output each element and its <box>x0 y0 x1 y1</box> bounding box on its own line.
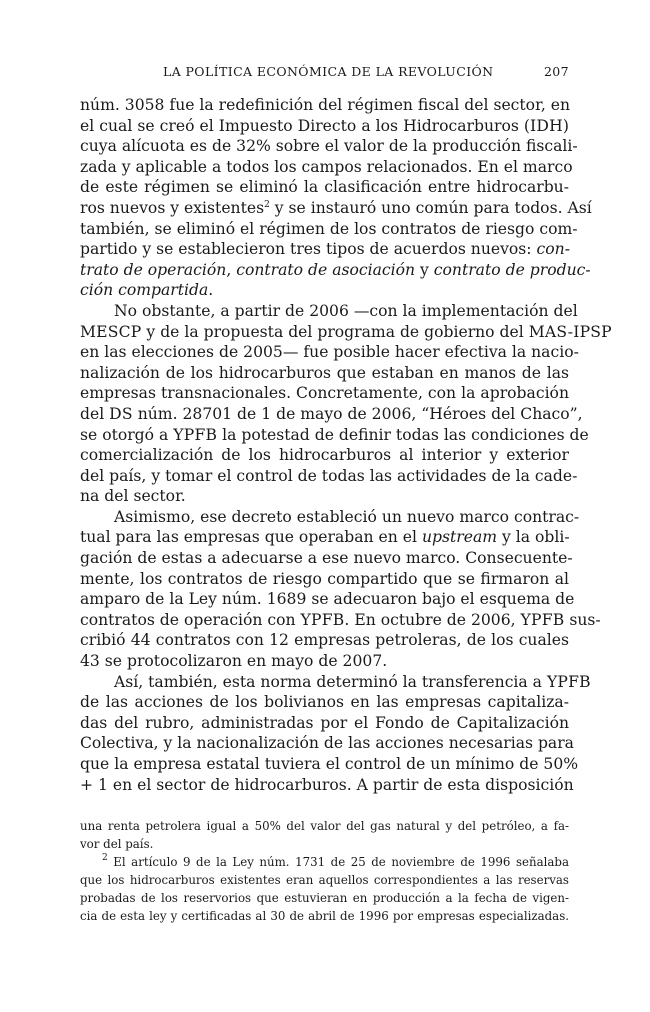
body-line: partido y se establecieron tres tipos de acuerdos nuevos: con- <box>80 240 570 259</box>
body-line: también, se eliminó el régimen de los contratos de riesgo com- <box>80 219 578 238</box>
footnote-line: cia de esta ley y certificadas al 30 de abril de 1996 por empresas especializadas. <box>80 909 569 923</box>
footnote-number: 2 <box>102 853 108 863</box>
body-line: das del rubro, administradas por el Fondo de Capitalización <box>80 713 569 732</box>
body-line: cribió 44 contratos con 12 empresas petroleras, de los cuales <box>80 631 569 650</box>
body-line: que la empresa estatal tuviera el control de un mínimo de 50% <box>80 755 579 773</box>
footnotes <box>80 817 569 925</box>
footnote-line: probadas de los reservorios que estuvieran en producción a la fecha de vigen- <box>80 891 569 905</box>
body-line: + 1 en el sector de hidrocarburos. A partir de esta disposición <box>80 775 574 794</box>
body-line: na del sector. <box>80 487 186 506</box>
body-line: Así, también, esta norma determinó la transferencia a YPFB <box>114 672 591 691</box>
body-line: del DS núm. 28701 de 1 de mayo de 2006, “Héroes del Chaco”, <box>80 404 583 423</box>
body-line: comercialización de los hidrocarburos al interior y exterior <box>80 446 569 465</box>
body-line: de las acciones de los bolivianos en las empresas capitaliza- <box>80 693 569 712</box>
footnote-ref: 2 <box>264 199 270 210</box>
body-line: contratos de operación con YPFB. En octubre de 2006, YPFB sus- <box>80 610 601 629</box>
footnote-line: vor del país. <box>80 837 154 851</box>
body-line: en las elecciones de 2005— fue posible hacer efectiva la nacio- <box>80 343 579 362</box>
body-line: se otorgó a YPFB la potestad de definir todas las condiciones de <box>80 425 589 444</box>
body-line: mente, los contratos de riesgo compartido que se firmaron al <box>80 569 569 588</box>
footnote-line: una renta petrolera igual a 50% del valor del gas natural y del petróleo, a fa- <box>80 819 569 833</box>
body-line: MESCP y de la propuesta del programa de gobierno del MAS-IPSP <box>80 322 612 341</box>
body-line: 43 se protocolizaron en mayo de 2007. <box>80 652 388 671</box>
body-line: amparo de la Ley núm. 1689 se adecuaron bajo el esquema de <box>80 590 575 609</box>
body-line: empresas transnacionales. Concretamente, con la aprobación <box>80 384 569 403</box>
running-title: LA POLÍTICA ECONÓMICA DE LA REVOLUCIÓN <box>163 64 494 79</box>
body-line: ción compartida. <box>80 281 214 300</box>
body-line: Colectiva, y la nacionalización de las acciones necesarias para <box>80 734 574 753</box>
page-number: 207 <box>543 64 569 79</box>
body-line: cuya alícuota es de 32% sobre el valor de la producción fiscali- <box>80 137 578 156</box>
running-header <box>80 64 569 84</box>
body-line: tual para las empresas que operaban en el upstream y la obli- <box>80 528 570 547</box>
body-line: trato de operación, contrato de asociación y contrato de produc- <box>80 260 591 279</box>
body-line: nalización de los hidrocarburos que estaban en manos de las <box>80 363 569 382</box>
body-line: de este régimen se eliminó la clasificación entre hidrocarbu- <box>80 178 569 197</box>
body-line: zada y aplicable a todos los campos relacionados. En el marco <box>80 157 573 176</box>
body-line: Asimismo, ese decreto estableció un nuevo marco contrac- <box>114 507 580 526</box>
footnote-line: $^2$ El artículo 9 de la Ley núm. 1731 de 25 de noviembre de 1996 señalaba <box>102 853 569 869</box>
body-line: gación de estas a adecuarse a ese nuevo marco. Consecuente- <box>80 549 573 568</box>
body-text <box>80 95 612 795</box>
footnote-line: que los hidrocarburos existentes eran aquellos correspondientes a las reservas <box>80 873 569 887</box>
body-line: núm. 3058 fue la redefinición del régimen fiscal del sector, en <box>80 96 570 114</box>
body-line: ros nuevos y existentes$^2$ y se instauró uno común para todos. Así <box>80 198 592 217</box>
body-line: del país, y tomar el control de todas las actividades de la cade- <box>80 466 578 485</box>
body-line: No obstante, a partir de 2006 —con la implementación del <box>114 301 578 320</box>
body-line: el cual se creó el Impuesto Directo a los Hidrocarburos (IDH) <box>80 116 569 135</box>
